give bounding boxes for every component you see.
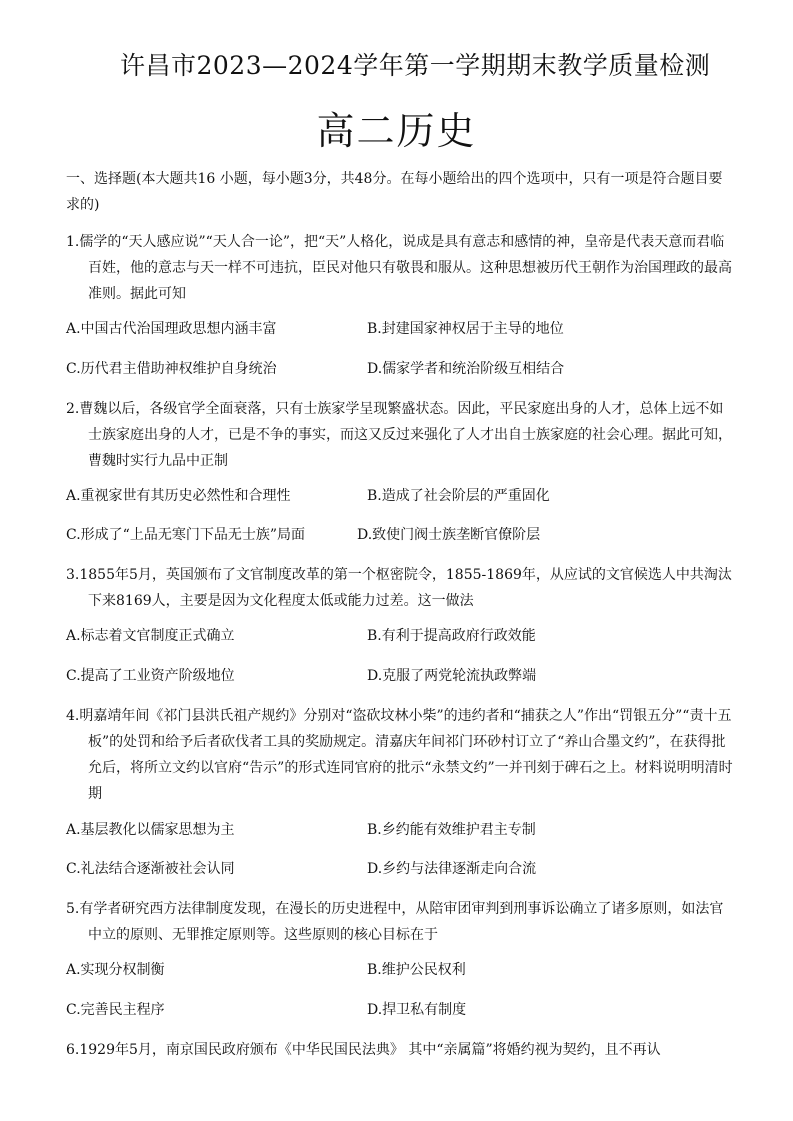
option-c[interactable]: C.完善民主程序 <box>66 1002 165 1018</box>
option-d[interactable]: D.乡约与法律逐渐走向合流 <box>367 861 537 877</box>
question-stem: 1.儒学的“天人感应说”“天人合一论”，把“天”人格化，说成是具有意志和感情的神，皇帝是代表天意而君临百姓，他的意志与天一样不可违抗，臣民对他只有敬畏和服从。这种思想被历代王朝作为治国理政的最高准则。据此可知 <box>66 234 732 302</box>
option-d[interactable]: D.儒家学者和统治阶级互相结合 <box>367 361 565 377</box>
question-4-options <box>66 820 736 879</box>
option-a[interactable]: A.重视家世有其历史必然性和合理性 <box>66 488 291 504</box>
question-4 <box>66 703 736 807</box>
exam-title: 许昌市2023—2024学年第一学期期末教学质量检测 <box>120 51 711 80</box>
subject-title: 高二历史 <box>316 109 477 153</box>
section-instructions: 一、选择题(本大题共16 小题，每小题3分，共48分。在每小题给出的四个选项中，只有一项是符合题目要求的) <box>66 171 723 213</box>
option-b[interactable]: B.封建国家神权居于主导的地位 <box>367 321 564 337</box>
question-1-options <box>66 319 736 379</box>
question-3-options <box>66 626 736 686</box>
question-3 <box>66 562 736 614</box>
option-d[interactable]: D.致使门阀士族垄断官僚阶层 <box>357 527 541 543</box>
option-c[interactable]: C.提高了工业资产阶级地位 <box>66 668 235 684</box>
question-stem: 2.曹魏以后，各级官学全面衰落，只有士族家学呈现繁盛状态。因此，平民家庭出身的人才，总体上远不如士族家庭出身的人才，已是不争的事实，而这又反过来强化了人才出自士族家庭的社会心理。据此可知，曹魏时实行九品中正制 <box>66 401 732 469</box>
option-c[interactable]: C.形成了“上品无寒门下品无士族”局面 <box>66 527 305 543</box>
question-2-options <box>66 486 736 545</box>
option-a[interactable]: A.实现分权制衡 <box>66 962 165 978</box>
question-stem: 6.1929年5月，南京国民政府颁布《中华民国民法典》 其中“亲属篇”将婚约视为契约，且不再认 <box>66 1042 661 1058</box>
question-2 <box>66 396 736 474</box>
option-b[interactable]: B.乡约能有效维护君主专制 <box>367 822 536 838</box>
option-b[interactable]: B.造成了社会阶层的严重固化 <box>367 488 550 504</box>
question-stem: 3.1855年5月，英国颁布了文官制度改革的第一个枢密院令，1855-1869年，从应试的文官候选人中共淘汰下来8169人，主要是因为文化程度太低或能力过差。这一做法 <box>66 567 732 609</box>
option-b[interactable]: B.有利于提高政府行政效能 <box>367 628 536 644</box>
option-c[interactable]: C.历代君主借助神权维护自身统治 <box>66 361 277 377</box>
option-d[interactable]: D.克服了两党轮流执政弊端 <box>367 668 537 684</box>
question-5 <box>66 896 736 948</box>
option-a[interactable]: A.基层教化以儒家思想为主 <box>66 822 235 838</box>
question-5-options <box>66 960 736 1020</box>
option-a[interactable]: A.标志着文官制度正式确立 <box>66 628 235 644</box>
option-d[interactable]: D.捍卫私有制度 <box>367 1002 467 1018</box>
option-b[interactable]: B.维护公民权利 <box>367 962 466 978</box>
question-6 <box>66 1037 736 1063</box>
option-c[interactable]: C.礼法结合逐渐被社会认同 <box>66 861 235 877</box>
option-a[interactable]: A.中国古代治国理政思想内涵丰富 <box>66 321 277 337</box>
question-stem: 5.有学者研究西方法律制度发现，在漫长的历史进程中，从陪审团审判到刑事诉讼确立了诸多原则，如法官中立的原则、无罪推定原则等。这些原则的核心目标在于 <box>66 901 724 943</box>
question-1 <box>66 229 736 307</box>
question-stem: 4.明嘉靖年间《祁门县洪氏祖产规约》分别对“盗砍坟林小柴”的违约者和“捕获之人”作出“罚银五分”“责十五板”的处罚和给予后者砍伐者工具的奖励规定。清嘉庆年间祁门环砂村订立了“养山合墨文约”，在获得批允后，将所立文约以官府“告示”的形式连同官府的批示“永禁文约”一并刊刻于碑石之上。材料说明明清时期 <box>66 708 733 802</box>
